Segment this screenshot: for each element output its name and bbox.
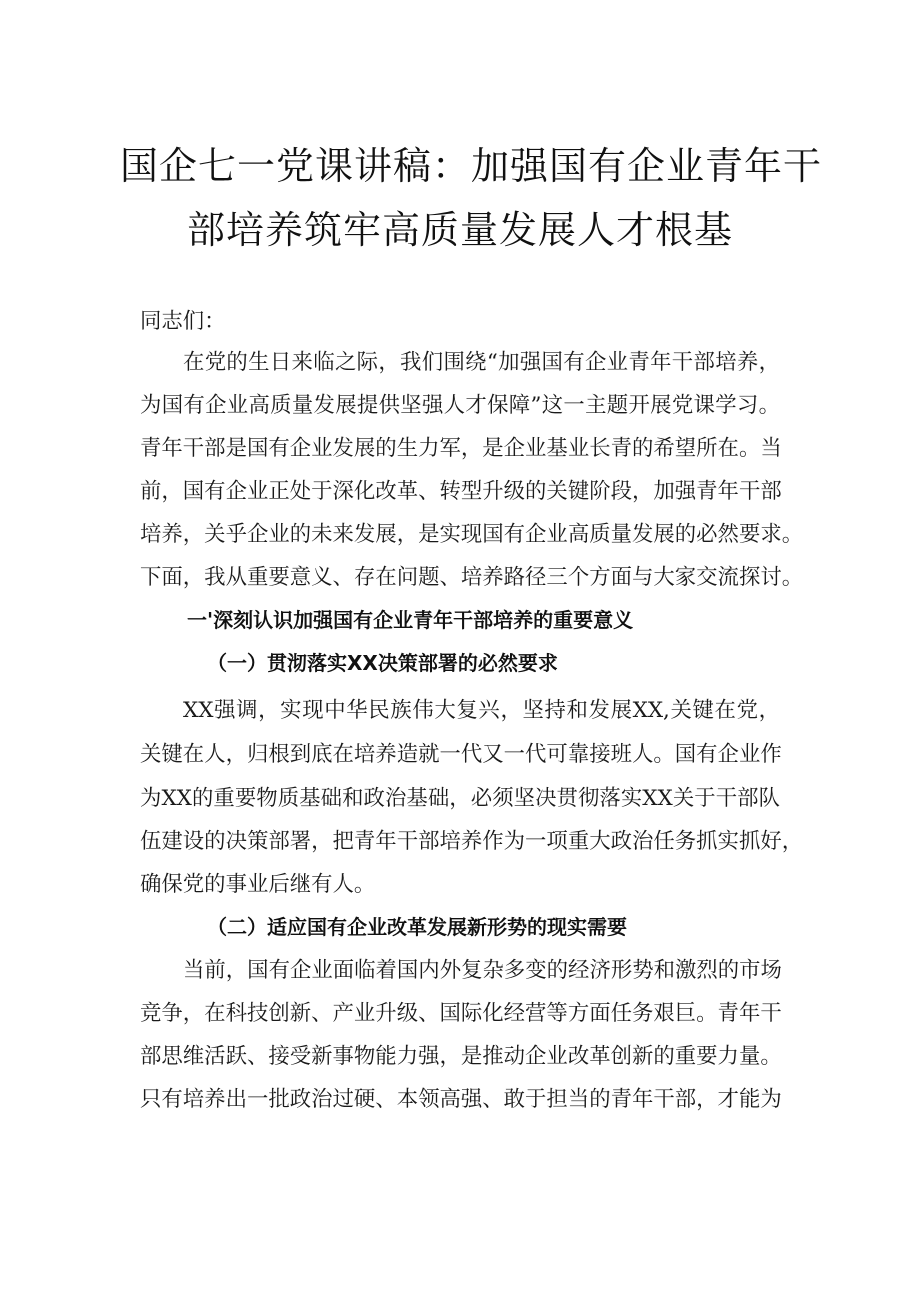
paragraph-line: 关键在人，归根到底在培养造就一代又一代可靠接班人。国有企业作 (140, 742, 782, 767)
paragraph-line: 部思维活跃、接受新事物能力强，是推动企业改革创新的重要力量。 (140, 1044, 782, 1069)
paragraph-line: 竞争，在科技创新、产业升级、国际化经营等方面任务艰巨。青年干 (140, 1001, 782, 1026)
paragraph-line: 培养，关乎企业的未来发展，是实现国有企业高质量发展的必然要求。 (140, 522, 804, 547)
paragraph-line: 为国有企业高质量发展提供坚强人才保障”这一主题开展党课学习。 (140, 393, 780, 418)
paragraph-line: 只有培养出一批政治过硬、本领高强、敢于担当的青年干部，才能为 (140, 1087, 782, 1112)
subsection-heading: （一）贯沏落实XX决策部署的必然要求 (207, 651, 558, 675)
section-heading: 一'深刻认识加强国有企业青年干部培养的重要意义 (187, 608, 634, 632)
paragraph-line: 青年干部是国有企业发展的生力军，是企业基业长青的希望所在。当 (140, 436, 782, 461)
paragraph-line: 为XX的重要物质基础和政治基础，必须坚决贯彻落实XX关于干部队 (140, 786, 780, 811)
paragraph-line: 当前，国有企业面临着国内外复杂多变的经济形势和激烈的市场 (183, 958, 782, 983)
paragraph-line: 下面，我从重要意义、存在问题、培养路径三个方面与大家交流探讨。 (140, 565, 804, 590)
paragraph-line: 确保党的事业后继有人。 (140, 872, 376, 897)
document-title-line1: 国企七一党课讲稿：加强国有企业青年干 (120, 144, 823, 188)
subsection-heading: （二）适应国有企业改革发展新形势的现实需要 (207, 915, 627, 939)
paragraph-line: 前，国有企业正处于深化改革、转型升级的关键阶段，加强青年干部 (140, 479, 782, 504)
paragraph-line: XX强调，实现中华民族伟大复兴，坚持和发展XX,关键在党， (183, 698, 780, 723)
document-title-line2: 部培养筑牢高质量发展人才根基 (186, 208, 733, 252)
salutation: 同志们： (140, 309, 226, 334)
paragraph-line: 伍建设的决策部署，把青年干部培养作为一项重大政治任务抓实抓好， (140, 829, 804, 854)
paragraph-line: 在党的生日来临之际，我们围绕“加强国有企业青年干部培养， (183, 350, 780, 375)
